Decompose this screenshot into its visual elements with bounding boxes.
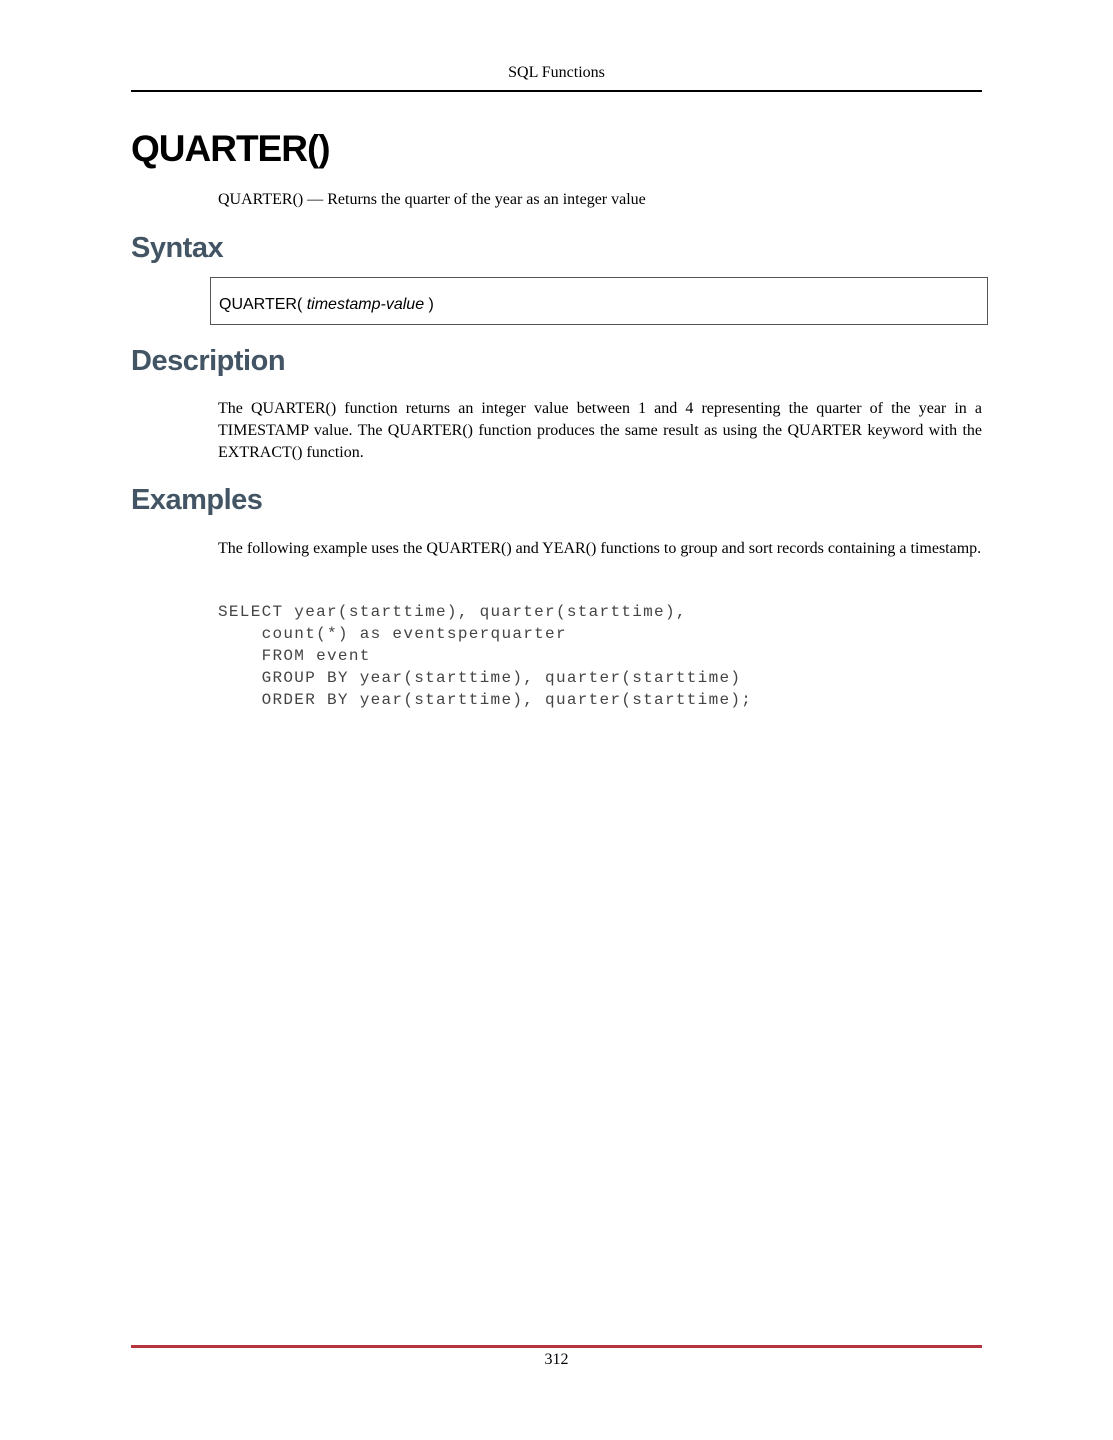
running-header: SQL Functions: [508, 64, 605, 81]
description-heading: Description: [131, 345, 286, 377]
code-example: SELECT year(starttime), quarter(starttime), count(*) as eventsperquarter FROM event GROUP BY year(starttime), quarter(starttime) ORDER BY year(starttime), quarter(starttime);: [218, 603, 753, 709]
function-summary: QUARTER() — Returns the quarter of the year as an integer value: [218, 191, 646, 208]
examples-text: The following example uses the QUARTER() and YEAR() functions to group and sort records containing a timestamp.: [218, 540, 982, 557]
description-text: The QUARTER() function returns an integer value between 1 and 4 representing the quarter of the year in a TIMESTAMP value. The QUARTER() function produces the same result as using the QUARTER keyword with the EXTRACT() function.: [218, 400, 982, 461]
footer-divider: [131, 1345, 982, 1348]
syntax-heading: Syntax: [131, 232, 224, 264]
syntax-close: ): [424, 296, 434, 313]
page-number: 312: [544, 1351, 569, 1368]
page-title: QUARTER(): [131, 128, 330, 169]
syntax-box: [210, 277, 988, 325]
syntax-function: QUARTER(: [219, 296, 307, 313]
syntax-parameter: timestamp-value: [306, 296, 425, 313]
header-divider: [131, 90, 982, 92]
examples-heading: Examples: [131, 484, 263, 516]
